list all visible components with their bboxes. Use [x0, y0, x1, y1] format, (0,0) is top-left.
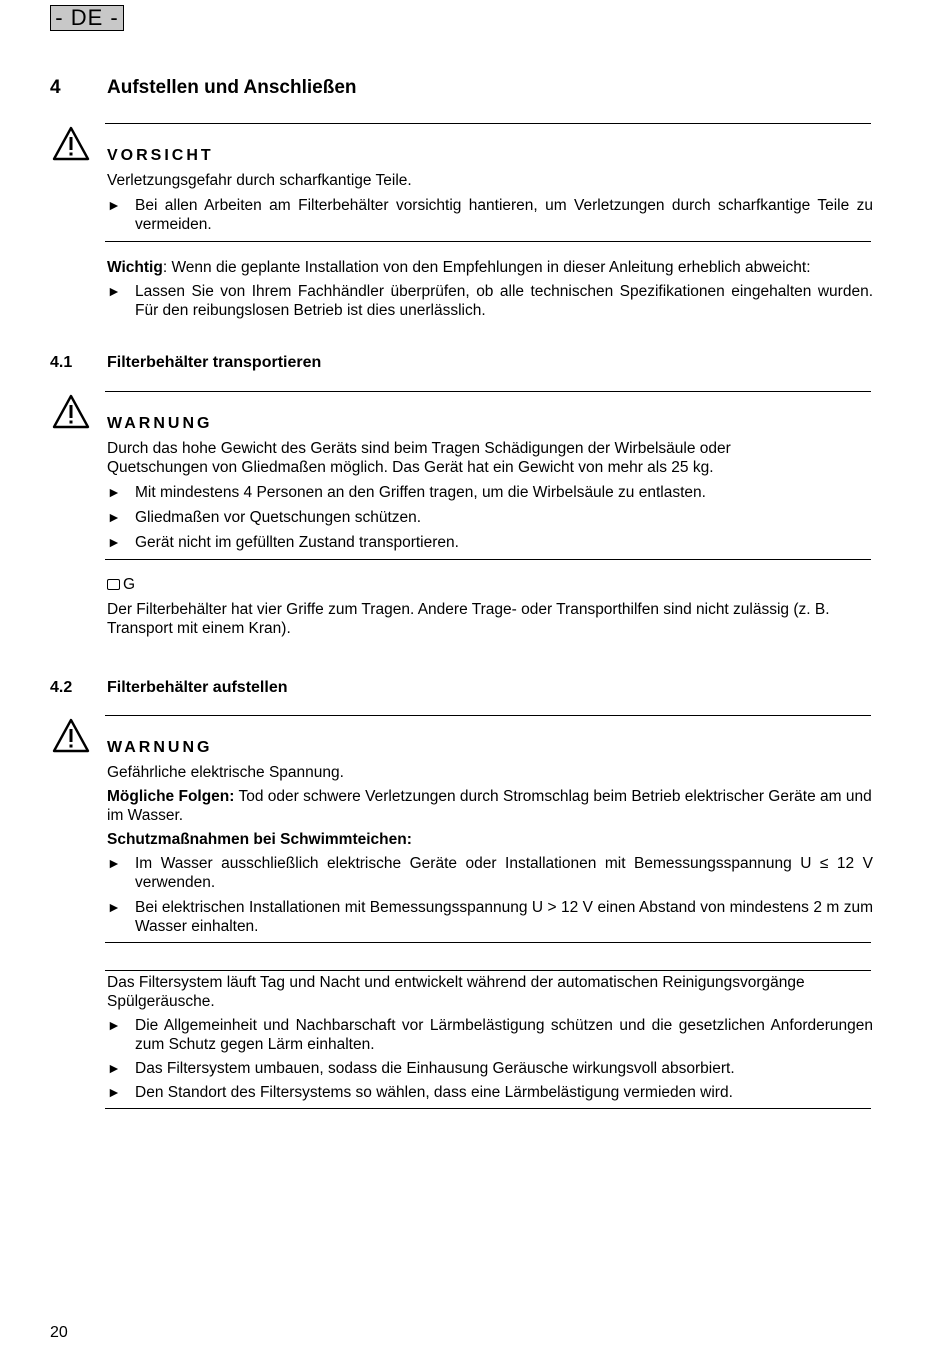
- caution-keyword: VORSICHT: [107, 147, 214, 164]
- arrow-bullet-icon: ►: [107, 1060, 121, 1076]
- list-item: ► Gerät nicht im gefüllten Zustand transportieren.: [107, 534, 459, 551]
- section-4-2-number: 4.2: [50, 679, 73, 696]
- warning-1-bottom-rule: [105, 559, 871, 560]
- warning-triangle-icon: [52, 394, 90, 430]
- noise-block: [107, 973, 873, 1102]
- list-item: ► Das Filtersystem umbauen, sodass die Einhausung Geräusche wirkungsvoll absorbiert.: [107, 1060, 735, 1077]
- consequences-text: Tod oder schwere Verletzungen durch Stromschlag beim Betrieb elektrischer Geräte am und im Wasser.: [107, 788, 872, 824]
- list-item: ► Die Allgemeinheit und Nachbarschaft vor Lärmbelästigung schützen und die gesetzlichen Anforderungen zum Schutz gegen Lärm einhalten.: [107, 1017, 873, 1053]
- list-item: ► Lassen Sie von Ihrem Fachhändler überprüfen, ob alle technischen Spezifikationen eingehalten wurden. Für den reibungslosen Betrieb ist dies unerlässlich.: [107, 283, 873, 319]
- note-block: [107, 575, 873, 638]
- warning-1-top-rule: [105, 391, 871, 392]
- note-marker: G: [123, 576, 136, 593]
- page-number: 20: [50, 1324, 68, 1341]
- section-4-1-title: Filterbehälter transportieren: [107, 354, 322, 371]
- section-4-1-number: 4.1: [50, 354, 73, 371]
- note-text: Der Filterbehälter hat vier Griffe zum Tragen. Andere Trage- oder Transporthilfen sind nicht zulässig (z. B. Transport mit einem Kran).: [107, 601, 830, 637]
- warning-triangle-icon: [52, 126, 90, 162]
- warning-2-top-rule: [105, 715, 871, 716]
- important-label: Wichtig: [107, 259, 163, 276]
- noise-text: Das Filtersystem läuft Tag und Nacht und entwickelt während der automatischen Reinigungsvorgänge Spülgeräusche.: [107, 974, 805, 1010]
- list-item: ► Gliedmaßen vor Quetschungen schützen.: [107, 509, 422, 526]
- important-text: : Wenn die geplante Installation von den Empfehlungen in dieser Anleitung erheblich abweicht:: [162, 259, 811, 276]
- caution-text: Verletzungsgefahr durch scharfkantige Teile.: [107, 172, 412, 189]
- list-item: ► Bei allen Arbeiten am Filterbehälter vorsichtig hantieren, um Verletzungen durch scharfkantige Teile zu vermeiden.: [107, 197, 873, 233]
- warning-1-block: [107, 414, 873, 552]
- arrow-bullet-icon: ►: [107, 283, 121, 299]
- warning-text: Gefährliche elektrische Spannung.: [107, 764, 344, 781]
- list-item: ► Mit mindestens 4 Personen an den Griffen tragen, um die Wirbelsäule zu entlasten.: [107, 484, 706, 501]
- caution-top-rule: [105, 123, 871, 124]
- warning-triangle-icon: [52, 718, 90, 754]
- section-4-title: Aufstellen und Anschließen: [107, 77, 357, 98]
- arrow-bullet-icon: ►: [107, 509, 121, 525]
- warning-2-bottom-rule: [105, 942, 871, 943]
- important-block: [107, 258, 873, 320]
- section-4-number: 4: [50, 77, 61, 98]
- list-item: ► Bei elektrischen Installationen mit Bemessungsspannung U > 12 V einen Abstand von mindestens 2 m zum Wasser einhalten.: [107, 899, 873, 935]
- arrow-bullet-icon: ►: [107, 534, 121, 550]
- arrow-bullet-icon: ►: [107, 484, 121, 500]
- consequences-label: Mögliche Folgen:: [107, 788, 235, 805]
- caution-block: [107, 146, 873, 234]
- warning-keyword: WARNUNG: [107, 739, 213, 756]
- warning-keyword: WARNUNG: [107, 415, 213, 432]
- warning-text: Durch das hohe Gewicht des Geräts sind beim Tragen Schädigungen der Wirbelsäule oder Quetschungen von Gliedmaßen möglich. Das Gerät hat ein Gewicht von mehr als 25 kg.: [107, 440, 731, 476]
- caution-bottom-rule: [105, 241, 871, 242]
- arrow-bullet-icon: ►: [107, 197, 121, 213]
- noise-top-rule: [105, 970, 871, 971]
- list-item: ► Den Standort des Filtersystems so wählen, dass eine Lärmbelästigung vermieden wird.: [107, 1084, 733, 1101]
- list-item: ► Im Wasser ausschließlich elektrische Geräte oder Installationen mit Bemessungsspannung U ≤ 12 V verwenden.: [107, 855, 873, 891]
- measures-label: Schutzmaßnahmen bei Schwimmteichen:: [107, 831, 412, 848]
- arrow-bullet-icon: ►: [107, 1017, 121, 1033]
- section-4-2-title: Filterbehälter aufstellen: [107, 679, 288, 696]
- warning-2-block: [107, 738, 873, 936]
- arrow-bullet-icon: ►: [107, 855, 121, 871]
- note-box-icon: [107, 579, 120, 590]
- language-tab: - DE -: [50, 5, 124, 31]
- arrow-bullet-icon: ►: [107, 1084, 121, 1100]
- noise-bottom-rule: [105, 1108, 871, 1109]
- arrow-bullet-icon: ►: [107, 899, 121, 915]
